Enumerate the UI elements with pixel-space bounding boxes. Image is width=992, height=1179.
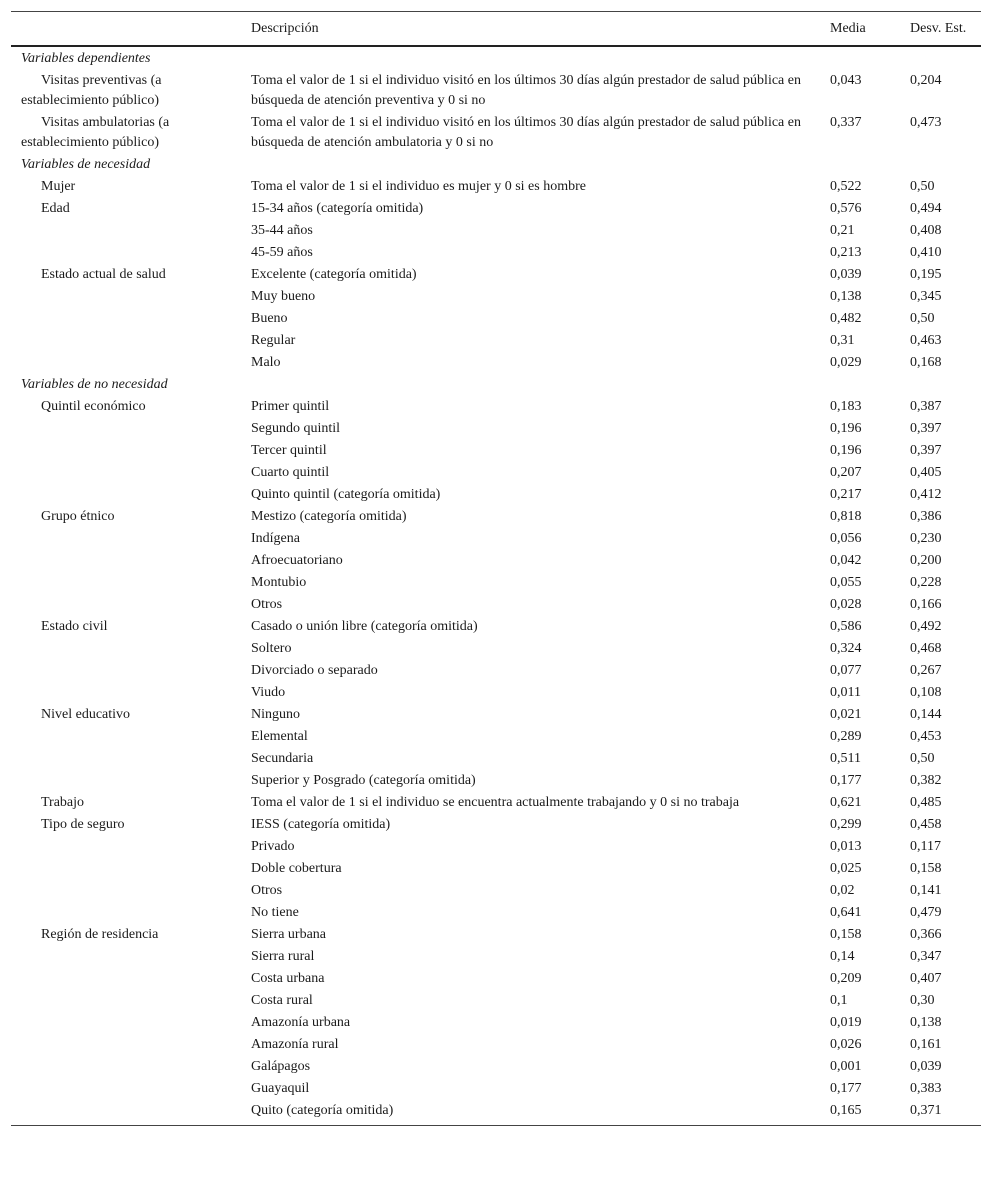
description: Amazonía rural — [251, 1037, 339, 1052]
variable-name — [11, 308, 241, 330]
sd-value: 0,410 — [910, 245, 942, 260]
description: Indígena — [251, 531, 300, 546]
sd-value: 0,141 — [910, 883, 942, 898]
mean-value: 0,213 — [830, 245, 862, 260]
table-row — [11, 770, 981, 792]
description: No tiene — [251, 905, 299, 920]
sd-value: 0,144 — [910, 707, 942, 722]
sd-value: 0,50 — [910, 179, 935, 194]
variable-name — [11, 726, 241, 748]
sd-value: 0,405 — [910, 465, 942, 480]
description: Privado — [251, 839, 295, 854]
sd-value: 0,383 — [910, 1081, 942, 1096]
mean-value: 0,324 — [830, 641, 862, 656]
description: Quito (categoría omitida) — [241, 1100, 820, 1126]
sd-value: 0,204 — [910, 73, 942, 88]
description: Mestizo (categoría omitida) — [251, 509, 407, 524]
sd-value: 0,166 — [910, 597, 942, 612]
table-row — [11, 902, 981, 924]
sd-value: 0,168 — [910, 355, 942, 370]
variable-name: Visitas ambulatorias (a establecimiento público) — [21, 115, 170, 150]
mean-value: 0,337 — [830, 115, 862, 130]
description: Malo — [251, 355, 281, 370]
mean-value: 0,025 — [830, 861, 862, 876]
variable-name: Estado civil — [41, 619, 108, 634]
mean-value: 0,043 — [830, 73, 862, 88]
description: Divorciado o separado — [251, 663, 378, 678]
table-row — [11, 924, 981, 946]
sd-value: 0,453 — [910, 729, 942, 744]
mean-value: 0,001 — [830, 1059, 862, 1074]
description: 15-34 años (categoría omitida) — [251, 201, 424, 216]
mean-value: 0,138 — [830, 289, 862, 304]
mean-value: 0,209 — [830, 971, 862, 986]
header-std-dev: Desv. Est. — [900, 12, 981, 47]
mean-value: 0,289 — [830, 729, 862, 744]
description: Quinto quintil (categoría omitida) — [251, 487, 441, 502]
mean-value: 0,013 — [830, 839, 862, 854]
table-row — [11, 1012, 981, 1034]
mean-value: 0,299 — [830, 817, 862, 832]
mean-value: 0,621 — [830, 795, 862, 810]
table-row — [11, 836, 981, 858]
variable-name — [11, 880, 241, 902]
table-row — [11, 308, 981, 330]
sd-value: 0,117 — [910, 839, 941, 854]
mean-value: 0,021 — [830, 707, 862, 722]
description: Viudo — [251, 685, 286, 700]
table-row — [11, 594, 981, 616]
description: Montubio — [251, 575, 307, 590]
table-row — [11, 176, 981, 198]
mean-value: 0,217 — [830, 487, 862, 502]
variable-name — [11, 484, 241, 506]
mean-value: 0,31 — [830, 333, 855, 348]
variable-name — [11, 440, 241, 462]
variable-name: Grupo étnico — [41, 509, 115, 524]
sd-value: 0,228 — [910, 575, 942, 590]
sd-value: 0,161 — [910, 1037, 942, 1052]
sd-value: 0,366 — [910, 927, 942, 942]
table-row — [11, 550, 981, 572]
header-description: Descripción — [241, 12, 820, 47]
description: Secundaria — [251, 751, 314, 766]
mean-value: 0,029 — [830, 355, 862, 370]
table-row — [11, 792, 981, 814]
table-row — [11, 968, 981, 990]
mean-value: 0,1 — [830, 993, 848, 1008]
sd-value: 0,397 — [910, 443, 942, 458]
table-row — [11, 1100, 981, 1126]
table-row — [11, 858, 981, 880]
sd-value: 0,50 — [910, 751, 935, 766]
variable-name — [11, 1078, 241, 1100]
description: Soltero — [251, 641, 292, 656]
mean-value: 0,039 — [830, 267, 862, 282]
section-row — [11, 374, 981, 396]
sd-value: 0,387 — [910, 399, 942, 414]
header-mean: Media — [820, 12, 900, 47]
table-row — [11, 572, 981, 594]
description: Afroecuatoriano — [251, 553, 343, 568]
variable-name — [11, 968, 241, 990]
variable-name — [11, 1056, 241, 1078]
variable-name — [11, 836, 241, 858]
mean-value: 0,055 — [830, 575, 862, 590]
variable-name — [11, 330, 241, 352]
table-row — [11, 264, 981, 286]
mean-value: 0,011 — [830, 685, 861, 700]
table-row — [11, 814, 981, 836]
variable-name — [11, 572, 241, 594]
variable-name — [11, 1012, 241, 1034]
variable-name: Mujer — [41, 179, 76, 194]
mean-value: 0,042 — [830, 553, 862, 568]
sd-value: 0,371 — [900, 1100, 981, 1126]
section-row — [11, 154, 981, 176]
description: Toma el valor de 1 si el individuo visitó en los últimos 30 días algún prestador de salud pública en búsqueda de atención preventiva y 0 si no — [251, 73, 801, 108]
description: Doble cobertura — [251, 861, 342, 876]
mean-value: 0,207 — [830, 465, 862, 480]
section-title-necesidad: Variables de necesidad — [21, 157, 151, 172]
description: Elemental — [251, 729, 308, 744]
table-row — [11, 418, 981, 440]
sd-value: 0,230 — [910, 531, 942, 546]
mean-value: 0,028 — [830, 597, 862, 612]
table-row — [11, 352, 981, 374]
table-row — [11, 198, 981, 220]
sd-value: 0,195 — [910, 267, 942, 282]
description: Otros — [251, 597, 283, 612]
variable-name — [11, 770, 241, 792]
description: Toma el valor de 1 si el individuo se encuentra actualmente trabajando y 0 si no trabaja — [251, 795, 740, 810]
sd-value: 0,492 — [910, 619, 942, 634]
table-row — [11, 660, 981, 682]
table-row — [11, 242, 981, 264]
variable-name — [11, 660, 241, 682]
description: Galápagos — [251, 1059, 311, 1074]
table-row — [11, 880, 981, 902]
variable-name — [11, 594, 241, 616]
description: Tercer quintil — [251, 443, 327, 458]
sd-value: 0,30 — [910, 993, 935, 1008]
sd-value: 0,479 — [910, 905, 942, 920]
variable-name — [11, 748, 241, 770]
variable-name: Visitas preventivas (a establecimiento público) — [21, 73, 162, 108]
sd-value: 0,473 — [910, 115, 942, 130]
description: Primer quintil — [251, 399, 330, 414]
variable-name — [11, 1100, 241, 1126]
sd-value: 0,386 — [910, 509, 942, 524]
sd-value: 0,50 — [910, 311, 935, 326]
variable-name — [11, 902, 241, 924]
variable-name — [11, 242, 241, 264]
variable-name — [11, 528, 241, 550]
sd-value: 0,407 — [910, 971, 942, 986]
table-row — [11, 112, 981, 154]
sd-value: 0,412 — [910, 487, 942, 502]
table-row — [11, 704, 981, 726]
table-row — [11, 484, 981, 506]
sd-value: 0,200 — [910, 553, 942, 568]
sd-value: 0,138 — [910, 1015, 942, 1030]
sd-value: 0,458 — [910, 817, 942, 832]
mean-value: 0,056 — [830, 531, 862, 546]
table-row — [11, 638, 981, 660]
sd-value: 0,108 — [910, 685, 942, 700]
variable-name: Edad — [41, 201, 70, 216]
mean-value: 0,019 — [830, 1015, 862, 1030]
table-row — [11, 330, 981, 352]
mean-value: 0,177 — [830, 773, 862, 788]
table-row — [11, 220, 981, 242]
section-row — [11, 46, 981, 70]
variable-name — [11, 220, 241, 242]
variable-name — [11, 946, 241, 968]
table-row — [11, 726, 981, 748]
description: Ninguno — [251, 707, 300, 722]
description: Excelente (categoría omitida) — [251, 267, 417, 282]
sd-value: 0,158 — [910, 861, 942, 876]
mean-value: 0,196 — [830, 421, 862, 436]
variable-name: Región de residencia — [41, 927, 159, 942]
table-row — [11, 748, 981, 770]
variable-name — [11, 550, 241, 572]
variable-name — [11, 352, 241, 374]
mean-value: 0,077 — [830, 663, 862, 678]
variable-name — [11, 638, 241, 660]
descriptive-statistics-table-container — [11, 11, 981, 1126]
mean-value: 0,158 — [830, 927, 862, 942]
header-variable — [11, 12, 241, 47]
mean-value: 0,026 — [830, 1037, 862, 1052]
variable-name — [11, 990, 241, 1012]
description: Superior y Posgrado (categoría omitida) — [251, 773, 476, 788]
mean-value: 0,641 — [830, 905, 862, 920]
mean-value: 0,21 — [830, 223, 855, 238]
table-body — [11, 46, 981, 1126]
mean-value: 0,482 — [830, 311, 862, 326]
description: Costa urbana — [251, 971, 325, 986]
sd-value: 0,408 — [910, 223, 942, 238]
description: Cuarto quintil — [251, 465, 330, 480]
table-header — [11, 12, 981, 47]
table-row — [11, 286, 981, 308]
description: Regular — [251, 333, 296, 348]
sd-value: 0,397 — [910, 421, 942, 436]
sd-value: 0,463 — [910, 333, 942, 348]
table-row — [11, 682, 981, 704]
table-row — [11, 616, 981, 638]
sd-value: 0,267 — [910, 663, 942, 678]
description: Bueno — [251, 311, 288, 326]
table-row — [11, 1056, 981, 1078]
header-row — [11, 12, 981, 47]
mean-value: 0,586 — [830, 619, 862, 634]
sd-value: 0,382 — [910, 773, 942, 788]
variable-name — [11, 858, 241, 880]
mean-value: 0,576 — [830, 201, 862, 216]
mean-value: 0,511 — [830, 751, 861, 766]
description: Toma el valor de 1 si el individuo visitó en los últimos 30 días algún prestador de salud pública en búsqueda de atención ambulatoria y 0 si no — [251, 115, 801, 150]
description: Sierra urbana — [251, 927, 327, 942]
table-row — [11, 506, 981, 528]
variable-name — [11, 418, 241, 440]
description: Muy bueno — [251, 289, 316, 304]
table-row — [11, 70, 981, 112]
table-row — [11, 1034, 981, 1056]
mean-value: 0,177 — [830, 1081, 862, 1096]
variable-name: Nivel educativo — [41, 707, 131, 722]
description: Costa rural — [251, 993, 313, 1008]
variable-name — [11, 682, 241, 704]
table-row — [11, 1078, 981, 1100]
description: Casado o unión libre (categoría omitida) — [251, 619, 478, 634]
description: IESS (categoría omitida) — [251, 817, 391, 832]
sd-value: 0,345 — [910, 289, 942, 304]
sd-value: 0,485 — [910, 795, 942, 810]
description: Otros — [251, 883, 283, 898]
sd-value: 0,039 — [910, 1059, 942, 1074]
description: 35-44 años — [251, 223, 313, 238]
variable-name — [11, 286, 241, 308]
sd-value: 0,494 — [910, 201, 942, 216]
section-title-no-necesidad: Variables de no necesidad — [21, 377, 168, 392]
mean-value: 0,183 — [830, 399, 862, 414]
description: Guayaquil — [251, 1081, 310, 1096]
table-row — [11, 440, 981, 462]
mean-value: 0,196 — [830, 443, 862, 458]
variable-name: Trabajo — [41, 795, 85, 810]
mean-value: 0,818 — [830, 509, 862, 524]
variable-name: Estado actual de salud — [41, 267, 166, 282]
section-title-dependientes: Variables dependientes — [21, 51, 151, 66]
mean-value: 0,165 — [820, 1100, 900, 1126]
description: Sierra rural — [251, 949, 315, 964]
variable-name — [11, 462, 241, 484]
mean-value: 0,522 — [830, 179, 862, 194]
variable-name: Tipo de seguro — [41, 817, 125, 832]
table-row — [11, 396, 981, 418]
table-row — [11, 946, 981, 968]
description: Amazonía urbana — [251, 1015, 351, 1030]
sd-value: 0,347 — [910, 949, 942, 964]
table-row — [11, 990, 981, 1012]
mean-value: 0,14 — [830, 949, 855, 964]
description: Toma el valor de 1 si el individuo es mujer y 0 si es hombre — [251, 179, 586, 194]
mean-value: 0,02 — [830, 883, 855, 898]
table-row — [11, 462, 981, 484]
table-row — [11, 528, 981, 550]
sd-value: 0,468 — [910, 641, 942, 656]
variable-name: Quintil económico — [41, 399, 146, 414]
description: 45-59 años — [251, 245, 313, 260]
description: Segundo quintil — [251, 421, 341, 436]
variable-name — [11, 1034, 241, 1056]
descriptive-statistics-table — [11, 11, 981, 1126]
